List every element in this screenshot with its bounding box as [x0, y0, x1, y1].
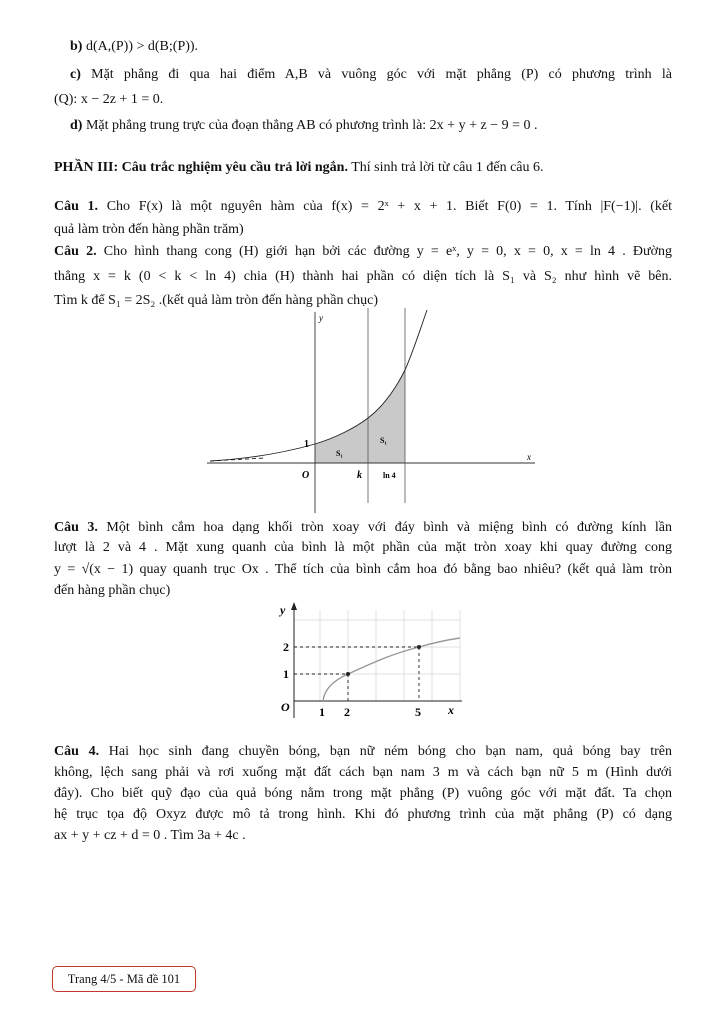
q4-text: Hai học sinh đang chuyền bóng, bạn nữ ném bóng cho bạn nam, quả bóng bay trên	[108, 744, 672, 759]
point-5-2	[417, 645, 421, 649]
q3-line2: lượt là 2 và 4 . Mặt xung quanh của bình là một phần của mặt tròn xoay khi quay đường cong	[54, 540, 672, 555]
q3-label: Câu 3.	[54, 520, 98, 535]
page-footer: Trang 4/5 - Mã đề 101	[52, 966, 196, 992]
y-axis-arrow	[291, 602, 297, 610]
q2-text: Cho hình thang cong (H) giới hạn bởi các đường y = eˣ, y = 0, x = 0, x = ln 4 . Đường	[103, 244, 672, 259]
statement-d-label: d)	[70, 118, 83, 133]
k-label: k	[357, 470, 362, 481]
q4-line1	[54, 742, 672, 762]
s2-label: S₁	[380, 436, 387, 445]
part3-heading	[54, 158, 672, 178]
q4-line4: hệ trục tọa độ Oxyz được mô tả trong hình. Khi đó phương trình của mặt phẳng (P) có dạng	[54, 807, 672, 822]
q4-line2: không, lệch sang phải và rơi xuống mặt đất cách bạn nam 3 m và cách bạn nữ 5 m (Hình dưới	[54, 765, 672, 780]
x-axis-label: x	[448, 703, 454, 717]
exp-area-graph	[205, 308, 545, 513]
q2-line2: thẳng x = k (0 < k < ln 4) chia (H) thành hai phần có diện tích là S₁ và S₂ như hình vẽ bên.	[54, 269, 672, 284]
statement-b-text: d(A,(P)) > d(B;(P)).	[85, 39, 199, 54]
shaded-area	[315, 370, 405, 463]
statement-c-line1	[70, 65, 672, 85]
statement-c-line2: (Q): x − 2z + 1 = 0.	[54, 92, 164, 107]
tick-x-5: 5	[415, 705, 421, 719]
tick-y-1: 1	[304, 439, 309, 450]
statement-d	[70, 116, 688, 136]
q3-line4: đến hàng phần chục)	[54, 583, 171, 598]
x-axis-label: x	[527, 452, 531, 462]
sqrt-curve	[323, 638, 460, 701]
tick-y-2: 2	[283, 640, 289, 654]
origin-label: O	[281, 700, 290, 714]
q1-line1	[54, 197, 672, 217]
grid	[294, 610, 460, 701]
q1-text: Cho F(x) là một nguyên hàm của f(x) = 2ˣ + x + 1. Biết F(0) = 1. Tính |F(−1)|. (kết	[106, 199, 672, 214]
q4-label: Câu 4.	[54, 744, 100, 759]
q2-label: Câu 2.	[54, 244, 97, 259]
tick-y-1: 1	[283, 667, 289, 681]
q3-line1	[54, 518, 672, 538]
q4-line3: đây). Cho biết quỹ đạo của quả bóng nằm trong mặt phẳng (P) vuông góc với mặt đất. Ta chọn	[54, 786, 672, 801]
tick-x-1: 1	[319, 705, 325, 719]
part3-title: PHẦN III: Câu trắc nghiệm yêu cầu trả lời ngắn.	[54, 160, 348, 175]
tick-x-2: 2	[344, 705, 350, 719]
exp-area-figure	[205, 308, 545, 513]
s1-label: S₁	[336, 449, 343, 458]
q1-label: Câu 1.	[54, 199, 99, 214]
statement-d-text: Mặt phẳng trung trực của đoạn thẳng AB có phương trình là: 2x + y + z − 9 = 0 .	[85, 118, 538, 133]
q2-line1	[54, 242, 672, 262]
y-axis-label: y	[280, 603, 286, 617]
q3-line3: y = √(x − 1) quay quanh trục Ox . Thể tích của bình cắm hoa đó bằng bao nhiêu? (kết quả làm tròn	[54, 562, 672, 577]
sqrt-curve-figure	[278, 600, 468, 728]
statement-b-label: b)	[70, 39, 83, 54]
origin-label: O	[302, 470, 310, 481]
q2-line3: Tìm k để S₁ = 2S₂ .(kết quả làm tròn đến hàng phần chục)	[54, 293, 379, 308]
statement-b	[70, 37, 688, 57]
y-axis-label: y	[319, 313, 323, 323]
part3-note: Thí sinh trả lời từ câu 1 đến câu 6.	[351, 160, 544, 175]
q1-line2: quả làm tròn đến hàng phần trăm)	[54, 222, 244, 237]
ln4-label: ln 4	[383, 471, 396, 480]
statement-c-text: Mặt phẳng đi qua hai điểm A,B và vuông góc với mặt phẳng (P) có phương trình là	[91, 67, 672, 82]
sqrt-graph	[278, 600, 468, 728]
point-2-1	[346, 672, 350, 676]
statement-c-label: c)	[70, 67, 81, 82]
q4-line5: ax + y + cz + d = 0 . Tìm 3a + 4c .	[54, 828, 246, 843]
q3-text: Một bình cắm hoa dạng khối tròn xoay với đáy bình và miệng bình có đường kính lần	[106, 520, 673, 535]
